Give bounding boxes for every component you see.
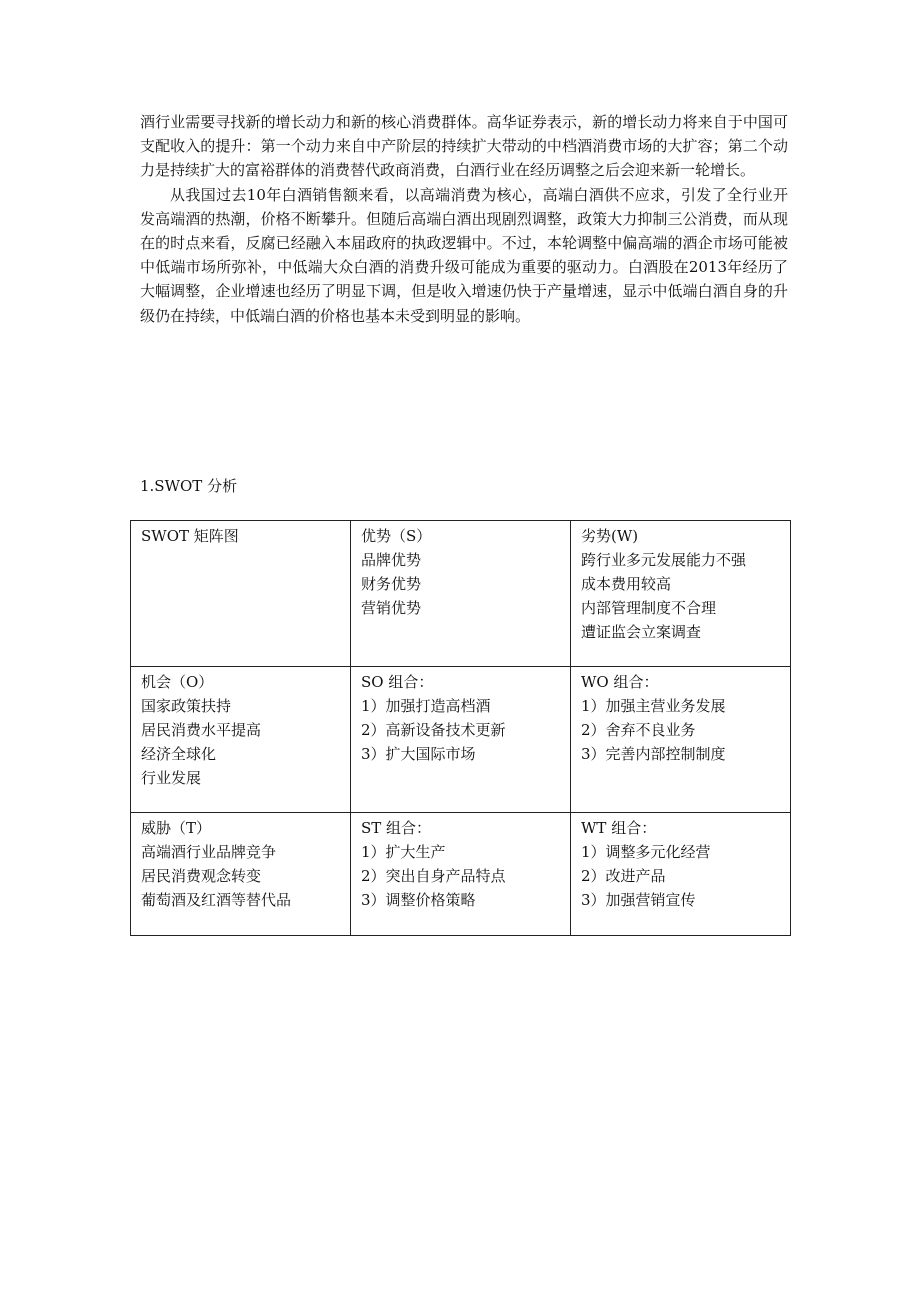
cell-item: 居民消费水平提高	[141, 721, 262, 739]
paragraph-2: 从我国过去10年白酒销售额来看，以高端消费为核心，高端白酒供不应求，引发了全行业开发高端酒的热潮，价格不断攀升。但随后高端白酒出现剧烈调整，政策大力抑制三公消费，而从现在的时点来看，反腐已经融入本届政府的执政逻辑中。不过，本轮调整中偏高端的酒企市场可能被中低端市场所弥补，中低端大众白酒的消费升级可能成为重要的驱动力。白酒股在2013年经历了大幅调整，企业增速也经历了明显下调，但是收入增速仍快于产量增速，显示中低端白酒自身的升级仍在持续，中低端白酒的价格也基本未受到明显的影响。	[140, 185, 788, 325]
swot-row-header	[131, 521, 791, 667]
cell-item: 2）改进产品	[581, 867, 666, 885]
cell-item: 3）扩大国际市场	[361, 745, 476, 763]
swot-cell-wo	[571, 667, 791, 813]
cell-title: WO 组合：	[581, 673, 659, 691]
cell-item: 品牌优势	[361, 551, 422, 569]
cell-title: 机会（O）	[141, 673, 214, 691]
cell-title: WT 组合：	[581, 819, 657, 837]
cell-item: 1）调整多元化经营	[581, 843, 711, 861]
cell-item: 1）加强主营业务发展	[581, 697, 726, 715]
cell-item: 内部管理制度不合理	[581, 599, 717, 617]
cell-item: 3）完善内部控制制度	[581, 745, 726, 763]
cell-item: 跨行业多元发展能力不强	[581, 551, 747, 569]
swot-cell-st	[351, 813, 571, 936]
swot-cell-wt	[571, 813, 791, 936]
swot-cell-strengths	[351, 521, 571, 667]
swot-row-opportunities	[131, 667, 791, 813]
cell-item: 2）突出自身产品特点	[361, 867, 506, 885]
swot-cell-so	[351, 667, 571, 813]
body-text	[140, 110, 788, 328]
cell-item: 财务优势	[361, 575, 422, 593]
cell-item: 经济全球化	[141, 745, 217, 763]
cell-item: 行业发展	[141, 769, 202, 787]
swot-table	[130, 520, 791, 936]
cell-item: 居民消费观念转变	[141, 867, 262, 885]
cell-title: 优势（S）	[361, 527, 432, 545]
section-heading: 1.SWOT 分析	[140, 477, 238, 495]
cell-title: SO 组合：	[361, 673, 434, 691]
cell-title: 劣势(W)	[581, 527, 639, 545]
cell-item: 2）高新设备技术更新	[361, 721, 506, 739]
swot-cell-threats	[131, 813, 351, 936]
cell-item: 2）舍弃不良业务	[581, 721, 696, 739]
cell-title: 威胁（T）	[141, 819, 212, 837]
cell-item: 遭证监会立案调查	[581, 623, 702, 641]
cell-item: 3）加强营销宣传	[581, 891, 696, 909]
cell-item: 1）加强打造高档酒	[361, 697, 491, 715]
cell-item: 营销优势	[361, 599, 422, 617]
paragraph-1: 酒行业需要寻找新的增长动力和新的核心消费群体。高华证券表示，新的增长动力将来自于中国可支配收入的提升：第一个动力来自中产阶层的持续扩大带动的中档酒消费市场的大扩容；第二个动力是持续扩大的富裕群体的消费替代政商消费，白酒行业在经历调整之后会迎来新一轮增长。	[140, 113, 788, 180]
swot-cell-matrix-label	[131, 521, 351, 667]
cell-title: SWOT 矩阵图	[141, 527, 239, 545]
cell-item: 成本费用较高	[581, 575, 672, 593]
cell-item: 3）调整价格策略	[361, 891, 476, 909]
swot-cell-opportunities	[131, 667, 351, 813]
swot-cell-weaknesses	[571, 521, 791, 667]
cell-item: 1）扩大生产	[361, 843, 446, 861]
cell-item: 国家政策扶持	[141, 697, 232, 715]
cell-title: ST 组合：	[361, 819, 432, 837]
swot-row-threats	[131, 813, 791, 936]
cell-item: 葡萄酒及红酒等替代品	[141, 891, 292, 909]
cell-item: 高端酒行业品牌竞争	[141, 843, 277, 861]
